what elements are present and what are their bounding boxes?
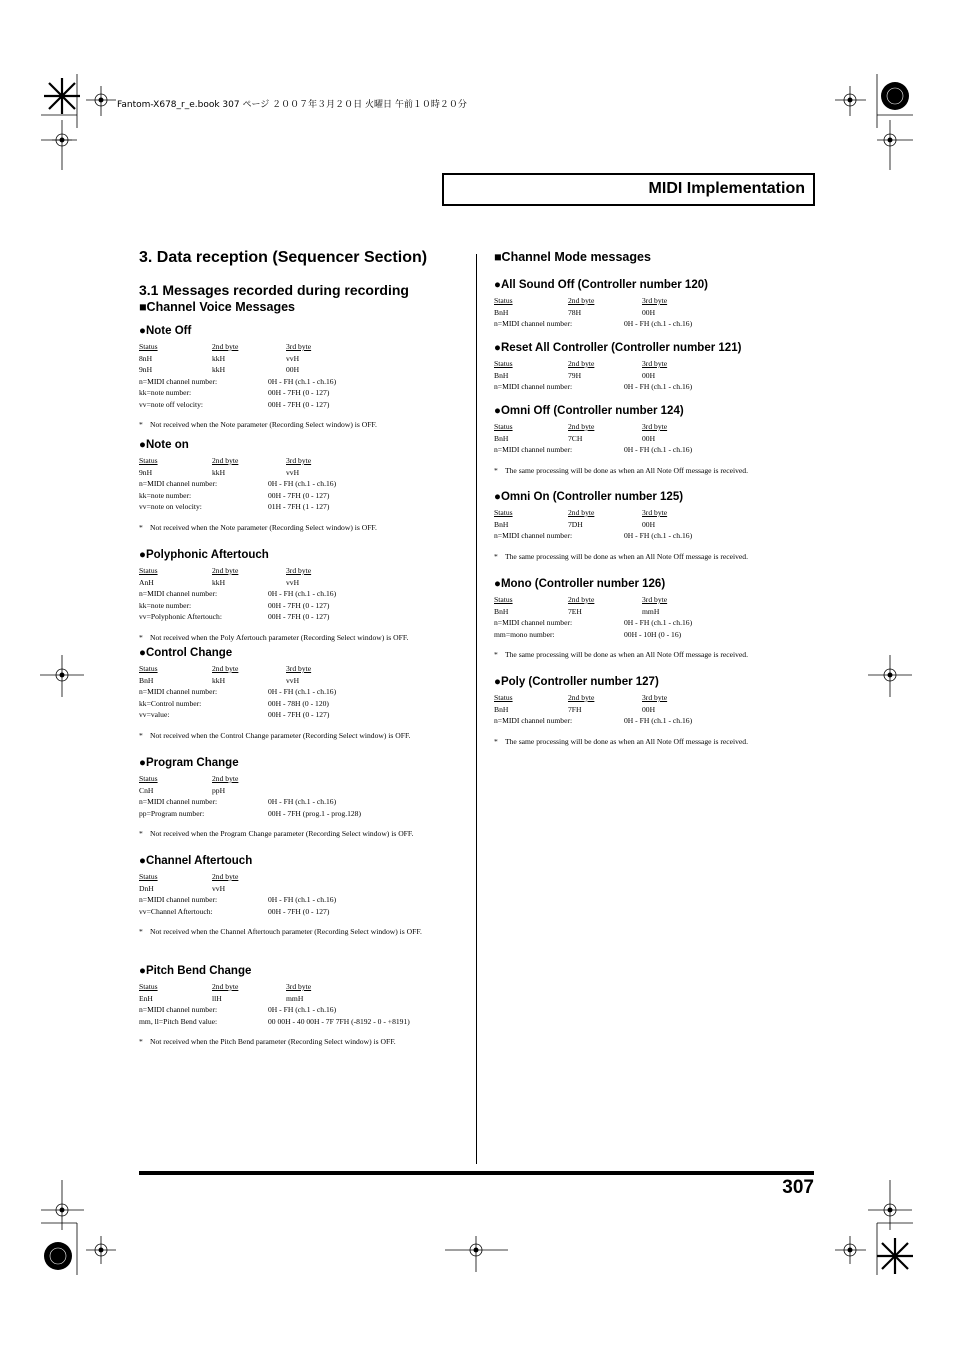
column-label-status: Status xyxy=(494,595,513,604)
message-title: ●Omni Off (Controller number 124) xyxy=(494,405,684,417)
parameter-range: 0H - FH (ch.1 - ch.16) xyxy=(268,589,337,598)
footnote-text: The same processing will be done as when an All Note Off message is received. xyxy=(505,650,748,659)
column-label-2nd-byte: 2nd byte xyxy=(212,342,239,351)
column-label-status: Status xyxy=(494,422,513,431)
status-byte-value: BnH xyxy=(494,704,509,714)
column-label-3rd-byte: 3rd byte xyxy=(642,595,668,604)
second-byte-value: kkH xyxy=(212,353,226,363)
parameter-range: 0H - FH (ch.1 - ch.16) xyxy=(624,716,693,725)
second-byte-value: 7FH xyxy=(568,704,582,714)
footnote xyxy=(494,551,794,575)
column-label-3rd-byte: 3rd byte xyxy=(642,693,668,702)
footnote-asterisk: * xyxy=(494,551,498,561)
message-title: ●Channel Aftertouch xyxy=(139,855,253,867)
parameter-range: 00H - 7FH (0 - 127) xyxy=(268,710,330,719)
parameter-range: 0H - FH (ch.1 - ch.16) xyxy=(268,687,337,696)
footnote xyxy=(139,522,447,546)
column-label-status: Status xyxy=(494,296,513,305)
parameter-label: n=MIDI channel number: xyxy=(139,1005,218,1014)
parameter-range: 00H - 7FH (0 - 127) xyxy=(268,388,330,397)
column-label-3rd-byte: 3rd byte xyxy=(642,508,668,517)
third-byte-value: 00H xyxy=(642,307,656,317)
message-title: ●Program Change xyxy=(139,757,239,769)
column-label-status: Status xyxy=(139,342,158,351)
parameter-range: 00H - 7FH (0 - 127) xyxy=(268,490,330,500)
column-label-2nd-byte: 2nd byte xyxy=(212,456,239,465)
second-byte-value: 78H xyxy=(568,307,582,317)
footnote-asterisk: * xyxy=(494,465,498,475)
footnote-text: Not received when the Note parameter (Recording Select window) is OFF. xyxy=(150,420,377,429)
second-byte-value: 7CH xyxy=(568,433,583,443)
status-byte-value: 9nH xyxy=(139,365,153,374)
parameter-range: 00H - 7FH (0 - 127) xyxy=(268,906,330,916)
status-byte-value: 8nH xyxy=(139,353,153,363)
message-title: ●Omni On (Controller number 125) xyxy=(494,491,684,503)
footnote-asterisk: * xyxy=(494,736,498,746)
parameter-range: 00H - 7FH (prog.1 - prog.128) xyxy=(268,808,362,818)
column-label-2nd-byte: 2nd byte xyxy=(212,664,239,673)
status-byte-value: DnH xyxy=(139,883,154,893)
message-title: ●Mono (Controller number 126) xyxy=(494,578,666,590)
column-label-2nd-byte: 2nd byte xyxy=(568,296,595,305)
column-label-status: Status xyxy=(139,872,158,881)
footnote xyxy=(494,649,794,673)
parameter-label: kk=note number: xyxy=(139,388,192,397)
message-title: ●Control Change xyxy=(139,647,233,659)
parameter-label: mm, ll=Pitch Bend value: xyxy=(139,1016,218,1026)
parameter-range: 00H - 78H (0 - 120) xyxy=(268,698,329,708)
parameter-label: pp=Program number: xyxy=(139,808,205,818)
column-label-2nd-byte: 2nd byte xyxy=(568,422,595,431)
status-byte-value: BnH xyxy=(494,370,509,380)
channel-voice-title: ■Channel Voice Messages xyxy=(139,300,295,314)
parameter-label: n=MIDI channel number: xyxy=(494,716,573,725)
parameter-range: 0H - FH (ch.1 - ch.16) xyxy=(268,895,337,904)
footnote xyxy=(494,465,794,489)
parameter-label: vv=note on velocity: xyxy=(139,502,202,511)
third-byte-value: 00H xyxy=(642,370,656,380)
parameter-range: 00 00H - 40 00H - 7F 7FH (-8192 - 0 - +8191) xyxy=(268,1016,410,1026)
parameter-label: n=MIDI channel number: xyxy=(139,797,218,806)
footnote xyxy=(139,926,447,950)
parameter-range: 00H - 7FH (0 - 127) xyxy=(268,600,330,610)
column-label-3rd-byte: 3rd byte xyxy=(286,982,312,991)
parameter-range: 00H - 10H (0 - 16) xyxy=(624,629,682,639)
parameter-label: vv=note off velocity: xyxy=(139,399,204,409)
column-label-2nd-byte: 2nd byte xyxy=(212,982,239,991)
footnote-text: The same processing will be done as when an All Note Off message is received. xyxy=(505,465,748,475)
column-label-3rd-byte: 3rd byte xyxy=(286,566,312,575)
status-byte-value: 9nH xyxy=(139,467,153,477)
parameter-label: vv=Channel Aftertouch: xyxy=(139,906,213,916)
parameter-label: n=MIDI channel number: xyxy=(494,319,573,328)
second-byte-value: kkH xyxy=(212,467,226,477)
parameter-range: 0H - FH (ch.1 - ch.16) xyxy=(268,479,337,488)
second-byte-value: 79H xyxy=(568,370,582,380)
parameter-label: n=MIDI channel number: xyxy=(494,445,573,454)
parameter-range: 0H - FH (ch.1 - ch.16) xyxy=(624,618,693,627)
footnote-text: Not received when the Control Change parameter (Recording Select window) is OFF. xyxy=(150,730,411,740)
parameter-label: kk=note number: xyxy=(139,600,192,610)
footnote xyxy=(139,828,447,852)
footnote-text: Not received when the Channel Aftertouch parameter (Recording Select window) is OFF. xyxy=(150,927,422,936)
message-title: ●Poly (Controller number 127) xyxy=(494,676,659,688)
chapter-header-box xyxy=(442,173,815,206)
second-byte-value: 7EH xyxy=(568,606,582,616)
parameter-label: n=MIDI channel number: xyxy=(494,531,573,540)
footnote xyxy=(494,736,794,760)
footnote-text: Not received when the Note parameter (Recording Select window) is OFF. xyxy=(150,522,377,532)
footnote xyxy=(139,1036,447,1060)
second-byte-value: kkH xyxy=(212,675,226,685)
column-label-status: Status xyxy=(494,508,513,517)
third-byte-value: vvH xyxy=(286,353,300,363)
column-label-2nd-byte: 2nd byte xyxy=(212,566,239,575)
column-label-2nd-byte: 2nd byte xyxy=(212,774,239,783)
footnote-asterisk: * xyxy=(139,829,143,838)
column-label-2nd-byte: 2nd byte xyxy=(568,595,595,604)
parameter-label: n=MIDI channel number: xyxy=(139,895,218,904)
status-byte-value: CnH xyxy=(139,785,154,795)
column-label-3rd-byte: 3rd byte xyxy=(642,359,668,368)
column-label-2nd-byte: 2nd byte xyxy=(568,359,595,368)
column-label-3rd-byte: 3rd byte xyxy=(642,296,668,305)
column-label-status: Status xyxy=(139,664,158,673)
parameter-range: 0H - FH (ch.1 - ch.16) xyxy=(268,376,337,386)
footnote-asterisk: * xyxy=(139,420,143,429)
column-label-status: Status xyxy=(139,982,158,991)
status-byte-value: BnH xyxy=(494,433,509,443)
column-label-status: Status xyxy=(139,774,158,783)
parameter-range: 0H - FH (ch.1 - ch.16) xyxy=(624,531,693,540)
parameter-label: n=MIDI channel number: xyxy=(139,687,218,696)
parameter-range: 00H - 7FH (0 - 127) xyxy=(268,612,330,621)
third-byte-value: mmH xyxy=(286,993,304,1003)
column-label-3rd-byte: 3rd byte xyxy=(286,342,312,351)
column-label-status: Status xyxy=(494,693,513,702)
footnote-asterisk: * xyxy=(139,730,143,740)
third-byte-value: 00H xyxy=(286,365,300,374)
footnote-text: The same processing will be done as when an All Note Off message is received. xyxy=(505,551,748,561)
parameter-label: n=MIDI channel number: xyxy=(494,618,573,627)
message-title: ●All Sound Off (Controller number 120) xyxy=(494,279,708,291)
footnote-text: Not received when the Pitch Bend parameter (Recording Select window) is OFF. xyxy=(150,1037,396,1046)
column-label-status: Status xyxy=(139,456,158,465)
parameter-label: vv=value: xyxy=(139,710,170,719)
parameter-range: 01H - 7FH (1 - 127) xyxy=(268,502,330,511)
footnote-asterisk: * xyxy=(494,650,498,659)
message-title: ●Pitch Bend Change xyxy=(139,965,252,977)
footnote xyxy=(139,730,447,754)
channel-mode-title: ■Channel Mode messages xyxy=(494,250,651,264)
parameter-label: vv=Polyphonic Aftertouch: xyxy=(139,612,222,621)
footnote-text: Not received when the Poly Afertouch parameter (Recording Select window) is OFF. xyxy=(150,632,409,642)
third-byte-value: vvH xyxy=(286,467,300,477)
status-byte-value: BnH xyxy=(139,675,154,685)
status-byte-value: BnH xyxy=(494,606,509,616)
parameter-label: n=MIDI channel number: xyxy=(139,479,218,488)
footnote-asterisk: * xyxy=(139,522,143,532)
message-title: ●Polyphonic Aftertouch xyxy=(139,549,269,561)
column-label-3rd-byte: 3rd byte xyxy=(286,456,312,465)
column-label-2nd-byte: 2nd byte xyxy=(212,872,239,881)
footer-rule xyxy=(139,1171,814,1175)
status-byte-value: AnH xyxy=(139,577,154,587)
footnote-asterisk: * xyxy=(139,927,143,936)
message-title: ●Note on xyxy=(139,439,189,451)
footnote-text: The same processing will be done as when an All Note Off message is received. xyxy=(505,736,748,746)
second-byte-value: 7DH xyxy=(568,519,583,529)
footnote-asterisk: * xyxy=(139,632,143,642)
parameter-range: 0H - FH (ch.1 - ch.16) xyxy=(268,1005,337,1014)
status-byte-value: EnH xyxy=(139,993,153,1003)
parameter-label: mm=mono number: xyxy=(494,629,555,639)
parameter-range: 0H - FH (ch.1 - ch.16) xyxy=(624,382,693,391)
parameter-range: 00H - 7FH (0 - 127) xyxy=(268,399,330,409)
column-label-3rd-byte: 3rd byte xyxy=(286,664,312,673)
message-title: ●Note Off xyxy=(139,325,192,337)
column-label-status: Status xyxy=(494,359,513,368)
parameter-label: n=MIDI channel number: xyxy=(139,376,218,386)
subsection-title: 3.1 Messages recorded during recording xyxy=(139,282,409,298)
parameter-label: kk=Control number: xyxy=(139,698,202,708)
parameter-range: 0H - FH (ch.1 - ch.16) xyxy=(624,445,693,454)
parameter-label: n=MIDI channel number: xyxy=(139,589,218,598)
third-byte-value: vvH xyxy=(286,577,300,587)
column-divider xyxy=(476,254,477,1164)
second-byte-value: ppH xyxy=(212,785,226,795)
parameter-label: kk=note number: xyxy=(139,490,192,500)
status-byte-value: BnH xyxy=(494,519,509,529)
second-byte-value: kkH xyxy=(212,365,226,374)
column-label-2nd-byte: 2nd byte xyxy=(568,508,595,517)
column-label-status: Status xyxy=(139,566,158,575)
third-byte-value: 00H xyxy=(642,433,656,443)
column-label-2nd-byte: 2nd byte xyxy=(568,693,595,702)
parameter-range: 0H - FH (ch.1 - ch.16) xyxy=(624,319,693,328)
third-byte-value: 00H xyxy=(642,519,656,529)
column-label-3rd-byte: 3rd byte xyxy=(642,422,668,431)
parameter-range: 0H - FH (ch.1 - ch.16) xyxy=(268,797,337,806)
parameter-label: n=MIDI channel number: xyxy=(494,382,573,391)
page-number: 307 xyxy=(782,1177,814,1198)
third-byte-value: vvH xyxy=(286,675,300,685)
second-byte-value: vvH xyxy=(212,883,226,893)
second-byte-value: kkH xyxy=(212,577,226,587)
print-header: Fantom-X678_r_e.book 307 ページ ２００７年３月２０日 火曜日 午前１０時２０分 xyxy=(117,100,467,110)
chapter-title: MIDI Implementation xyxy=(648,180,805,197)
status-byte-value: BnH xyxy=(494,307,509,317)
second-byte-value: llH xyxy=(212,993,222,1003)
third-byte-value: 00H xyxy=(642,704,656,714)
footnote-asterisk: * xyxy=(139,1037,143,1046)
footnote-text: Not received when the Program Change parameter (Recording Select window) is OFF. xyxy=(150,829,414,838)
section-title: 3. Data reception (Sequencer Section) xyxy=(139,249,428,266)
third-byte-value: mmH xyxy=(642,606,660,616)
message-title: ●Reset All Controller (Controller number 121) xyxy=(494,342,742,354)
